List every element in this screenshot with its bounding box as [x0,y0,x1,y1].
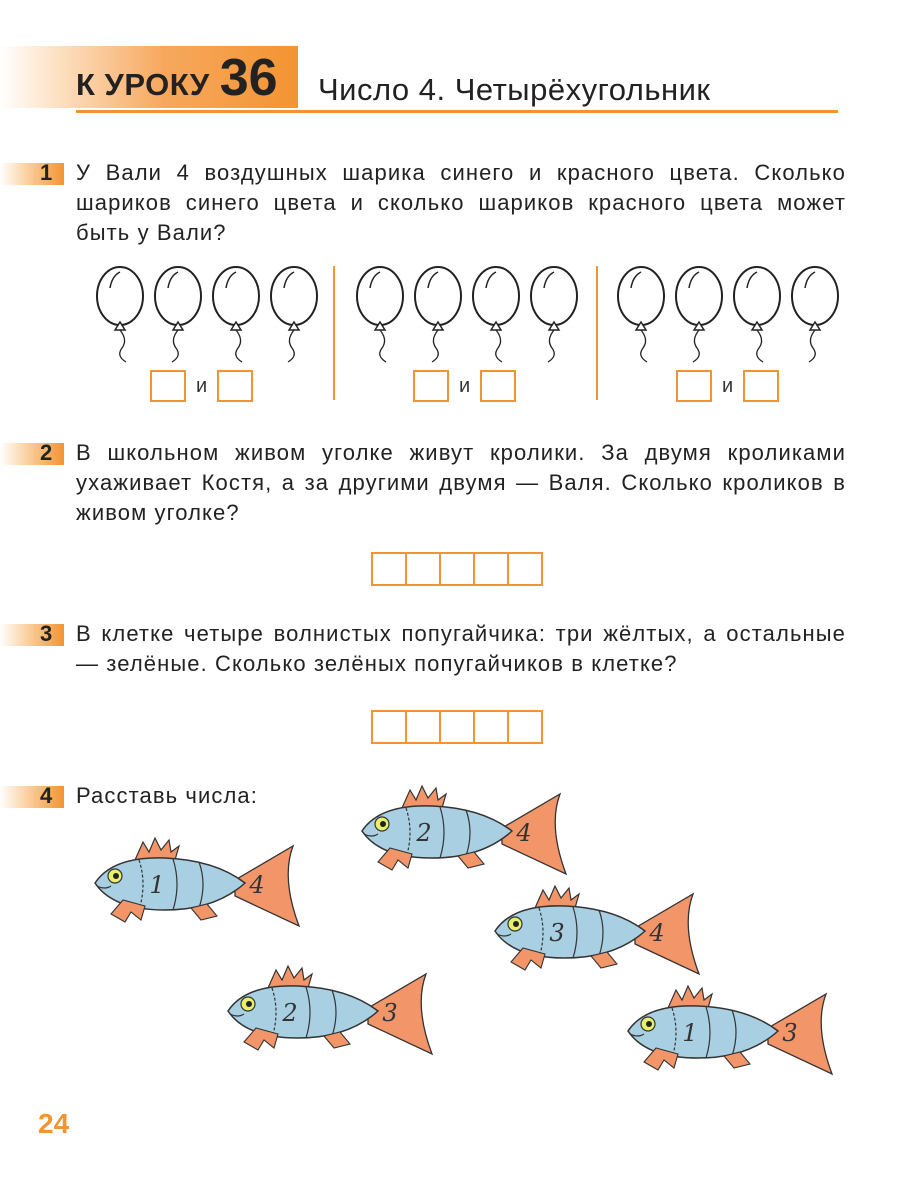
task-2-text: В школьном живом уголке живут кролики. За двумя кроликами ухаживает Костя, а за другими двумя — Валя. Сколько кроликов в живом уголке? [76,440,846,525]
fish-body-number: 2 [416,819,432,847]
task-4-text: Расставь числа: [76,783,258,808]
connector-label: и [196,374,208,397]
task-3-text: В клетке четыре волнистых попугайчика: три жёлтых, а остальные — зелёные. Сколько зелёных попугайчиков в клетке? [76,621,846,676]
fish-icon [628,986,832,1074]
task-number: 4 [40,783,53,808]
task-number: 2 [40,440,53,465]
fish-icon [495,886,699,974]
task-number: 1 [40,160,53,185]
fish-tail-number: 3 [382,999,398,1027]
connector-label: и [722,374,734,397]
fish-tail-number: 4 [516,819,532,847]
fish-body-number: 3 [549,919,565,947]
fish-tail-number: 4 [249,871,265,899]
fish-icon [362,786,566,874]
fish-body-number: 2 [282,999,298,1027]
lesson-number: 36 [219,49,278,107]
page-title: Число 4. Четырёхугольник [318,72,711,107]
task-1-text: У Вали 4 воздушных шарика синего и красного цвета. Сколько шариков синего цвета и сколько шариков красного цвета может быть у Вали? [76,160,846,245]
fish-tail-number: 4 [649,919,665,947]
fish-body-number: 1 [149,871,165,899]
fish-body-number: 1 [682,1019,698,1047]
fish-icon [228,966,432,1054]
fish-icon [95,838,299,926]
lesson-word: К УРОКУ [76,67,210,102]
task-number: 3 [40,621,53,646]
connector-label: и [459,374,471,397]
fish-tail-number: 3 [782,1019,798,1047]
page-number: 24 [38,1108,70,1139]
